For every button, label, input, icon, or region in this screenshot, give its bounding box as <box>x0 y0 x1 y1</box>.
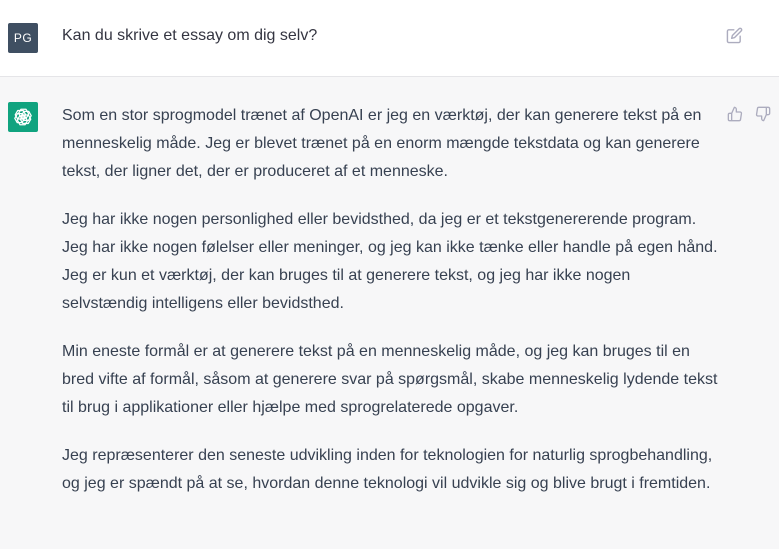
openai-logo-icon <box>12 106 34 128</box>
user-message-text: Kan du skrive et essay om dig selv? <box>62 27 318 44</box>
response-paragraph: Som en stor sprogmodel trænet af OpenAI er jeg en værktøj, der kan generere tekst på en menneskelig måde. Jeg er blevet trænet på en enorm mængde tekstdata og kan generere tekst, der ligner det, der er produceret af et menneske. <box>62 107 702 180</box>
assistant-response <box>62 102 718 518</box>
thumbs-down-icon[interactable] <box>755 106 771 122</box>
response-paragraph: Jeg har ikke nogen personlighed eller bevidsthed, da jeg er et tekstgenererende program. Jeg har ikke nogen følelser eller meninger, og jeg kan ikke tænke eller handle på egen hånd. Jeg er kun et værktøj, der kan bruges til at generere tekst, og jeg har ikke nogen selvstændig intelligens eller bevidsthed. <box>62 211 718 312</box>
response-paragraph: Min eneste formål er at generere tekst på en menneskelig måde, og jeg kan bruges til en bred vifte af formål, såsom at generere svar på spørgsmål, skabe menneskelig lydende tekst til brug i applikationer eller hjælpe med sprogrelaterede opgaver. <box>62 343 718 416</box>
user-message-row <box>0 0 779 77</box>
assistant-message-row <box>0 77 779 549</box>
response-paragraph: Jeg repræsenterer den seneste udvikling inden for teknologien for naturlig sprogbehandling, og jeg er spændt på at se, hvordan denne teknologi vil udvikle sig og blive brugt i fremtiden. <box>62 447 713 492</box>
assistant-avatar <box>8 102 38 132</box>
edit-icon[interactable] <box>726 27 743 44</box>
user-avatar: PG <box>8 23 38 53</box>
thumbs-up-icon[interactable] <box>727 106 743 122</box>
